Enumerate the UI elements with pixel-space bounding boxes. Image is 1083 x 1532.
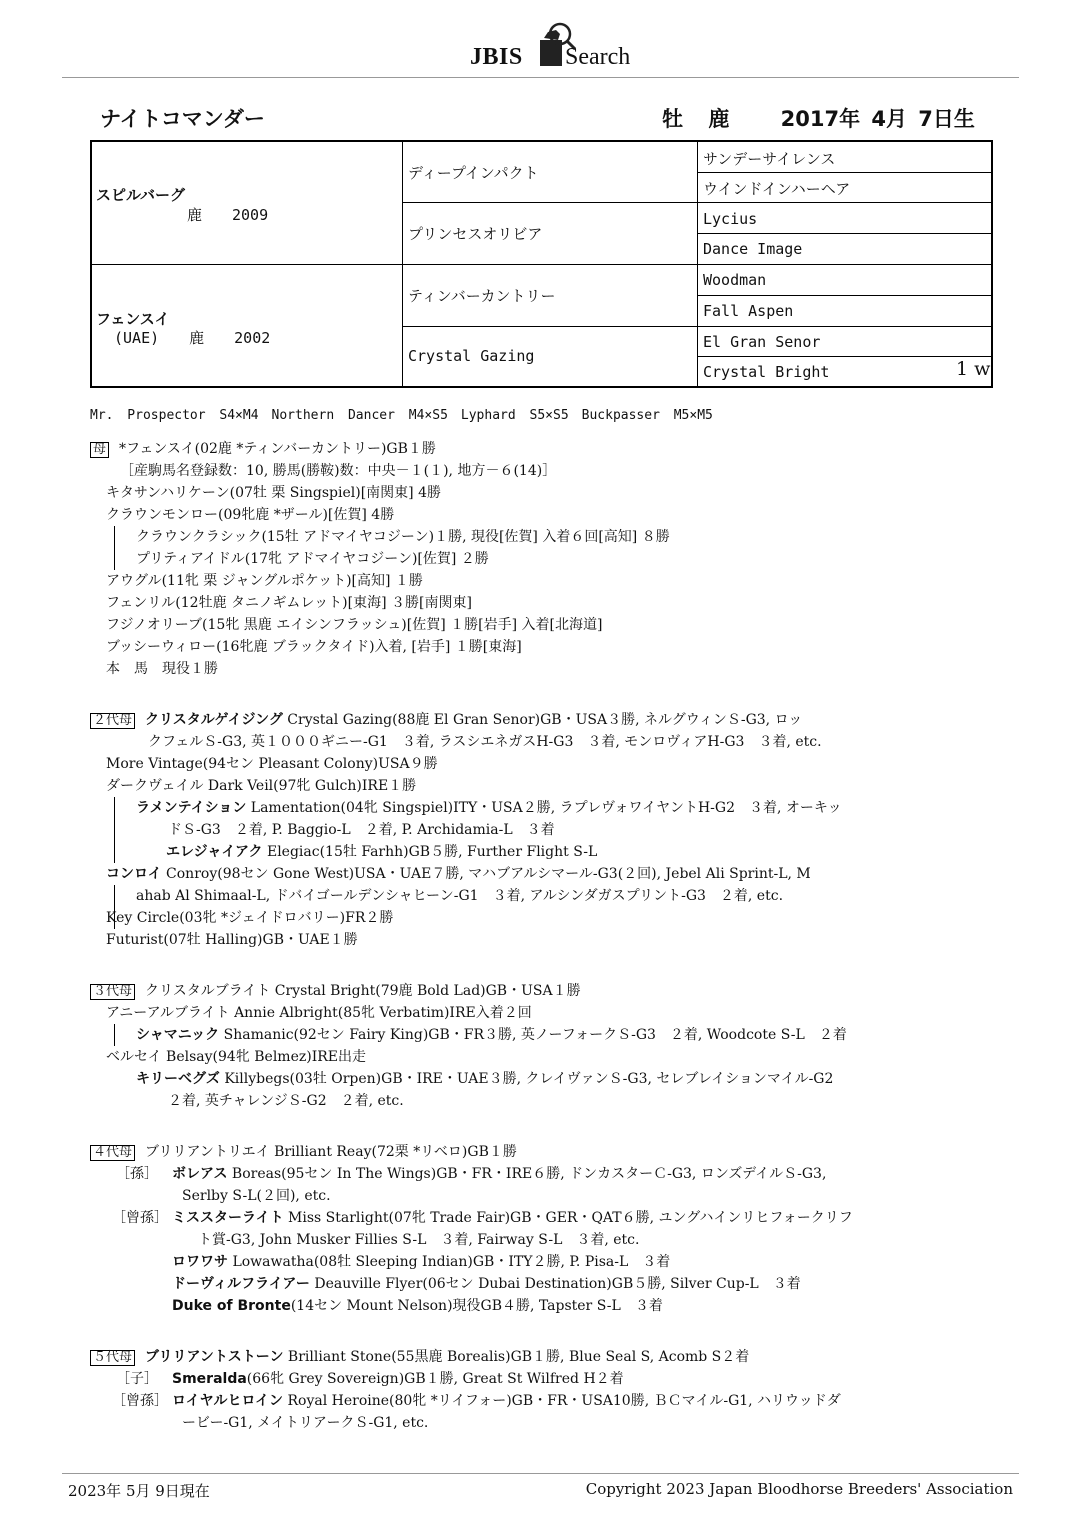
dam-name[interactable]: フェンスイ (96, 310, 170, 328)
header-rule (62, 77, 1019, 78)
relation-label: ［曾孫］ (112, 1393, 168, 1409)
relation-label: ［曾孫］ (112, 1210, 168, 1226)
horse-link[interactable]: エレジャイアク (166, 844, 263, 860)
list-item: ベルセイ Belsay(94牝 Belmez)IRE出走 (106, 1049, 366, 1065)
horse-link[interactable]: ドーヴィルフライアー (172, 1276, 310, 1292)
sire-name[interactable]: スピルバーグ (96, 186, 185, 204)
record-text: Royal Heroine(80牝 *リイフォー)GB・FR・USA10勝, ＢＣマイル-G1, ハリウッドダ (283, 1393, 841, 1409)
record-text: Conroy(98セン Gone West)USA・UAE７勝, マハブアルシマール-G3(２回), Jebel Ali Sprint-L, M (161, 866, 811, 882)
logo-search-text: Search (565, 44, 631, 70)
horse-link[interactable]: コンロイ (106, 866, 162, 882)
record-text: ブリリアントリエイ Brilliant Reay(72栗 *リベロ)GB１勝 (145, 1144, 517, 1160)
record-text: ahab Al Shimaal-L, ドバイゴールデンシャヒーン-G1 ３着, アルシンダガスプリント-G3 ２着, etc. (136, 888, 784, 904)
record-text: Boreas(95セン In The Wings)GB・FR・IRE６勝, ドンカスターＣ-G3, ロンズデイルＳ-G3, (227, 1166, 827, 1182)
dam-dam[interactable]: Crystal Gazing (408, 347, 535, 365)
record-text: クフェルＳ-G3, 英１０００ギニー-G1 ３着, ラスシエネガスH-G3 ３着, モンロヴィアH-G3 ３着, etc. (148, 734, 822, 750)
dam-section (90, 438, 670, 680)
ped-sdd[interactable]: Dance Image (703, 240, 803, 258)
list-item: More Vintage(94セン Pleasant Colony)USA９勝 (106, 756, 438, 772)
record-text: Elegiac(15牡 Farhh)GB５勝, Further Flight S-L (262, 844, 598, 860)
record-text: Shamanic(92セン Fairy King)GB・FR３勝, 英ノーフォークＳ-G3 ２着, Woodcote S-L ２着 (219, 1027, 847, 1043)
sire-dam[interactable]: プリンセスオリビア (408, 225, 543, 243)
dam-detail: (UAE) 鹿 2002 (114, 329, 271, 347)
section-tag: ２代母 (90, 713, 135, 729)
ped-dds[interactable]: El Gran Senor (703, 333, 821, 351)
horse-link[interactable]: ミススターライト (172, 1210, 284, 1226)
gen4-section (90, 1141, 853, 1317)
list-item: クラウンモンロー(09牝鹿 *ザール)[佐賀] 4勝 (106, 507, 395, 523)
horse-name: ナイトコマンダー (100, 107, 265, 131)
descendant-bar (114, 526, 115, 570)
list-item: Futurist(07牡 Halling)GB・UAE１勝 (106, 932, 358, 948)
list-item: アウグル(11牝 栗 ジャングルポケット)[高知] １勝 (106, 573, 423, 589)
horse-link[interactable]: ロイヤルヒロイン (172, 1393, 284, 1409)
footer-date: 2023年 5月 9日現在 (68, 1482, 210, 1500)
ped-ssd[interactable]: ウインドインハーヘア (703, 180, 851, 198)
descendant-bar (114, 885, 115, 929)
list-item: Key Circle(03牝 *ジェイドロバリー)FR２勝 (106, 910, 394, 926)
gen5-section (90, 1346, 841, 1434)
list-item: キタサンハリケーン(07牡 栗 Singspiel)[南関東] 4勝 (106, 485, 441, 501)
gen2-section (90, 709, 842, 951)
record-text: ト賞-G3, John Musker Fillies S-L ３着, Fairway S-L ３着, etc. (198, 1232, 640, 1248)
descendant-bar (114, 1024, 115, 1046)
footer-copyright: Copyright 2023 Japan Bloodhorse Breeders' Association (585, 1480, 1013, 1498)
record-text: Killybegs(03牡 Orpen)GB・IRE・UAE３勝, クレイヴァンＳ-G3, セレブレイションマイル-G2 (219, 1071, 834, 1087)
record-text: ービー-G1, メイトリアークＳ-G1, etc. (182, 1415, 429, 1431)
horse-link[interactable]: Smeralda (172, 1371, 247, 1387)
horse-link[interactable]: Duke of Bronte (172, 1298, 291, 1314)
horse-info (662, 103, 989, 133)
footer-rule (62, 1473, 1019, 1474)
horse-birth: 2017年 4月 7日生 (780, 107, 975, 131)
record-text: クリスタルブライト Crystal Bright(79鹿 Bold Lad)GB・USA１勝 (145, 983, 581, 999)
logo-jbis-text: JBIS (470, 44, 523, 70)
record-text: Lamentation(04牝 Singspiel)ITY・USA２勝, ラプレヴォワイヤントH-G2 ３着, オーキッ (246, 800, 842, 816)
relation-label: ［子］ (116, 1371, 158, 1387)
relation-label: ［孫］ (116, 1166, 158, 1182)
horse-link[interactable]: ラメンテイション (136, 800, 247, 816)
ped-ddd-mark: 1 w (956, 358, 991, 380)
record-text: Crystal Gazing(88鹿 El Gran Senor)GB・USA３勝, ネルグウィンＳ-G3, ロッ (282, 712, 803, 728)
list-item: ブッシーウィロー(16牝鹿 ブラックタイド)入着, [岩手] １勝[東海] (106, 639, 522, 655)
sire-sire[interactable]: ディープインパクト (408, 164, 539, 182)
record-text: ドＳ-G3 ２着, P. Baggio-L ２着, P. Archidamia-L ３着 (168, 822, 555, 838)
list-item: アニーアルブライト Annie Albright(85牝 Verbatim)IRE入着２回 (106, 1005, 532, 1021)
dam-line: *フェンスイ(02鹿 *ティンバーカントリー)GB１勝 (119, 441, 436, 457)
ped-sss[interactable]: サンデーサイレンス (703, 150, 836, 168)
list-item: フェンリル(12牡鹿 タニノギムレット)[東海] ３勝[南関東] (106, 595, 472, 611)
pedigree-table (90, 140, 993, 388)
horse-sex: 牡 (662, 107, 683, 131)
record-text: ２着, 英チャレンジＳ-G2 ２着, etc. (168, 1093, 404, 1109)
ped-dsd[interactable]: Fall Aspen (703, 302, 794, 320)
ped-dss[interactable]: Woodman (703, 271, 767, 289)
list-item: フジノオリーブ(15牝 黒鹿 エイシンフラッシュ)[佐賀] １勝[岩手] 入着[北海道] (106, 617, 603, 633)
horse-link[interactable]: クリスタルゲイジング (145, 712, 283, 728)
horse-link[interactable]: ロワワサ (172, 1254, 228, 1270)
record-text: Lowawatha(08牡 Sleeping Indian)GB・ITY２勝, P. Pisa-L ３着 (228, 1254, 671, 1270)
horse-color: 鹿 (708, 107, 730, 131)
list-item: ダークヴェイル Dark Veil(97牝 Gulch)IRE１勝 (106, 778, 417, 794)
jbis-search-logo[interactable] (470, 22, 640, 74)
ped-ddd[interactable]: Crystal Bright (703, 363, 830, 381)
list-item: クラウンクラシック(15牡 アドマイヤコジーン)１勝, 現役[佐賀] 入着６回[高知] ８勝 (136, 529, 670, 545)
record-text: Miss Starlight(07牝 Trade Fair)GB・GER・QAT６勝, ユングハインリヒフォークリフ (283, 1210, 853, 1226)
section-tag: 母 (90, 442, 109, 458)
horse-link[interactable]: シャマニック (136, 1027, 220, 1043)
record-text: Serlby S-L(２回), etc. (182, 1188, 331, 1204)
horse-link[interactable]: キリーベグズ (136, 1071, 220, 1087)
record-text: Brilliant Stone(55黒鹿 Borealis)GB１勝, Blue Seal S, Acomb S２着 (283, 1349, 750, 1365)
inbreeding-line: Mr. Prospector S4×M4 Northern Dancer M4×S5 Lyphard S5×S5 Buckpasser M5×M5 (90, 408, 713, 423)
section-tag: ４代母 (90, 1145, 135, 1161)
horse-link[interactable]: ブリリアントストーン (145, 1349, 284, 1365)
section-tag: ３代母 (90, 984, 135, 1000)
dam-sire[interactable]: ティンバーカントリー (408, 287, 556, 305)
descendant-bar (114, 797, 115, 863)
ped-sds[interactable]: Lycius (703, 210, 758, 228)
list-item: 本 馬 現役１勝 (106, 661, 218, 677)
record-text: (66牝 Grey Sovereign)GB１勝, Great St Wilfred H２着 (246, 1371, 624, 1387)
section-tag: ５代母 (90, 1350, 135, 1366)
gen3-section (90, 980, 847, 1112)
progeny-stats: ［産駒馬名登録数：10, 勝馬(勝鞍)数：中央－１(１), 地方－６(14)］ (120, 463, 557, 479)
list-item: プリティアイドル(17牝 アドマイヤコジーン)[佐賀] ２勝 (136, 551, 489, 567)
record-text: Deauville Flyer(06セン Dubai Destination)GB５勝, Silver Cup-L ３着 (309, 1276, 801, 1292)
sire-detail: 鹿 2009 (187, 206, 269, 224)
record-text: (14セン Mount Nelson)現役GB４勝, Tapster S-L ３着 (290, 1298, 663, 1314)
horse-link[interactable]: ボレアス (172, 1166, 228, 1182)
